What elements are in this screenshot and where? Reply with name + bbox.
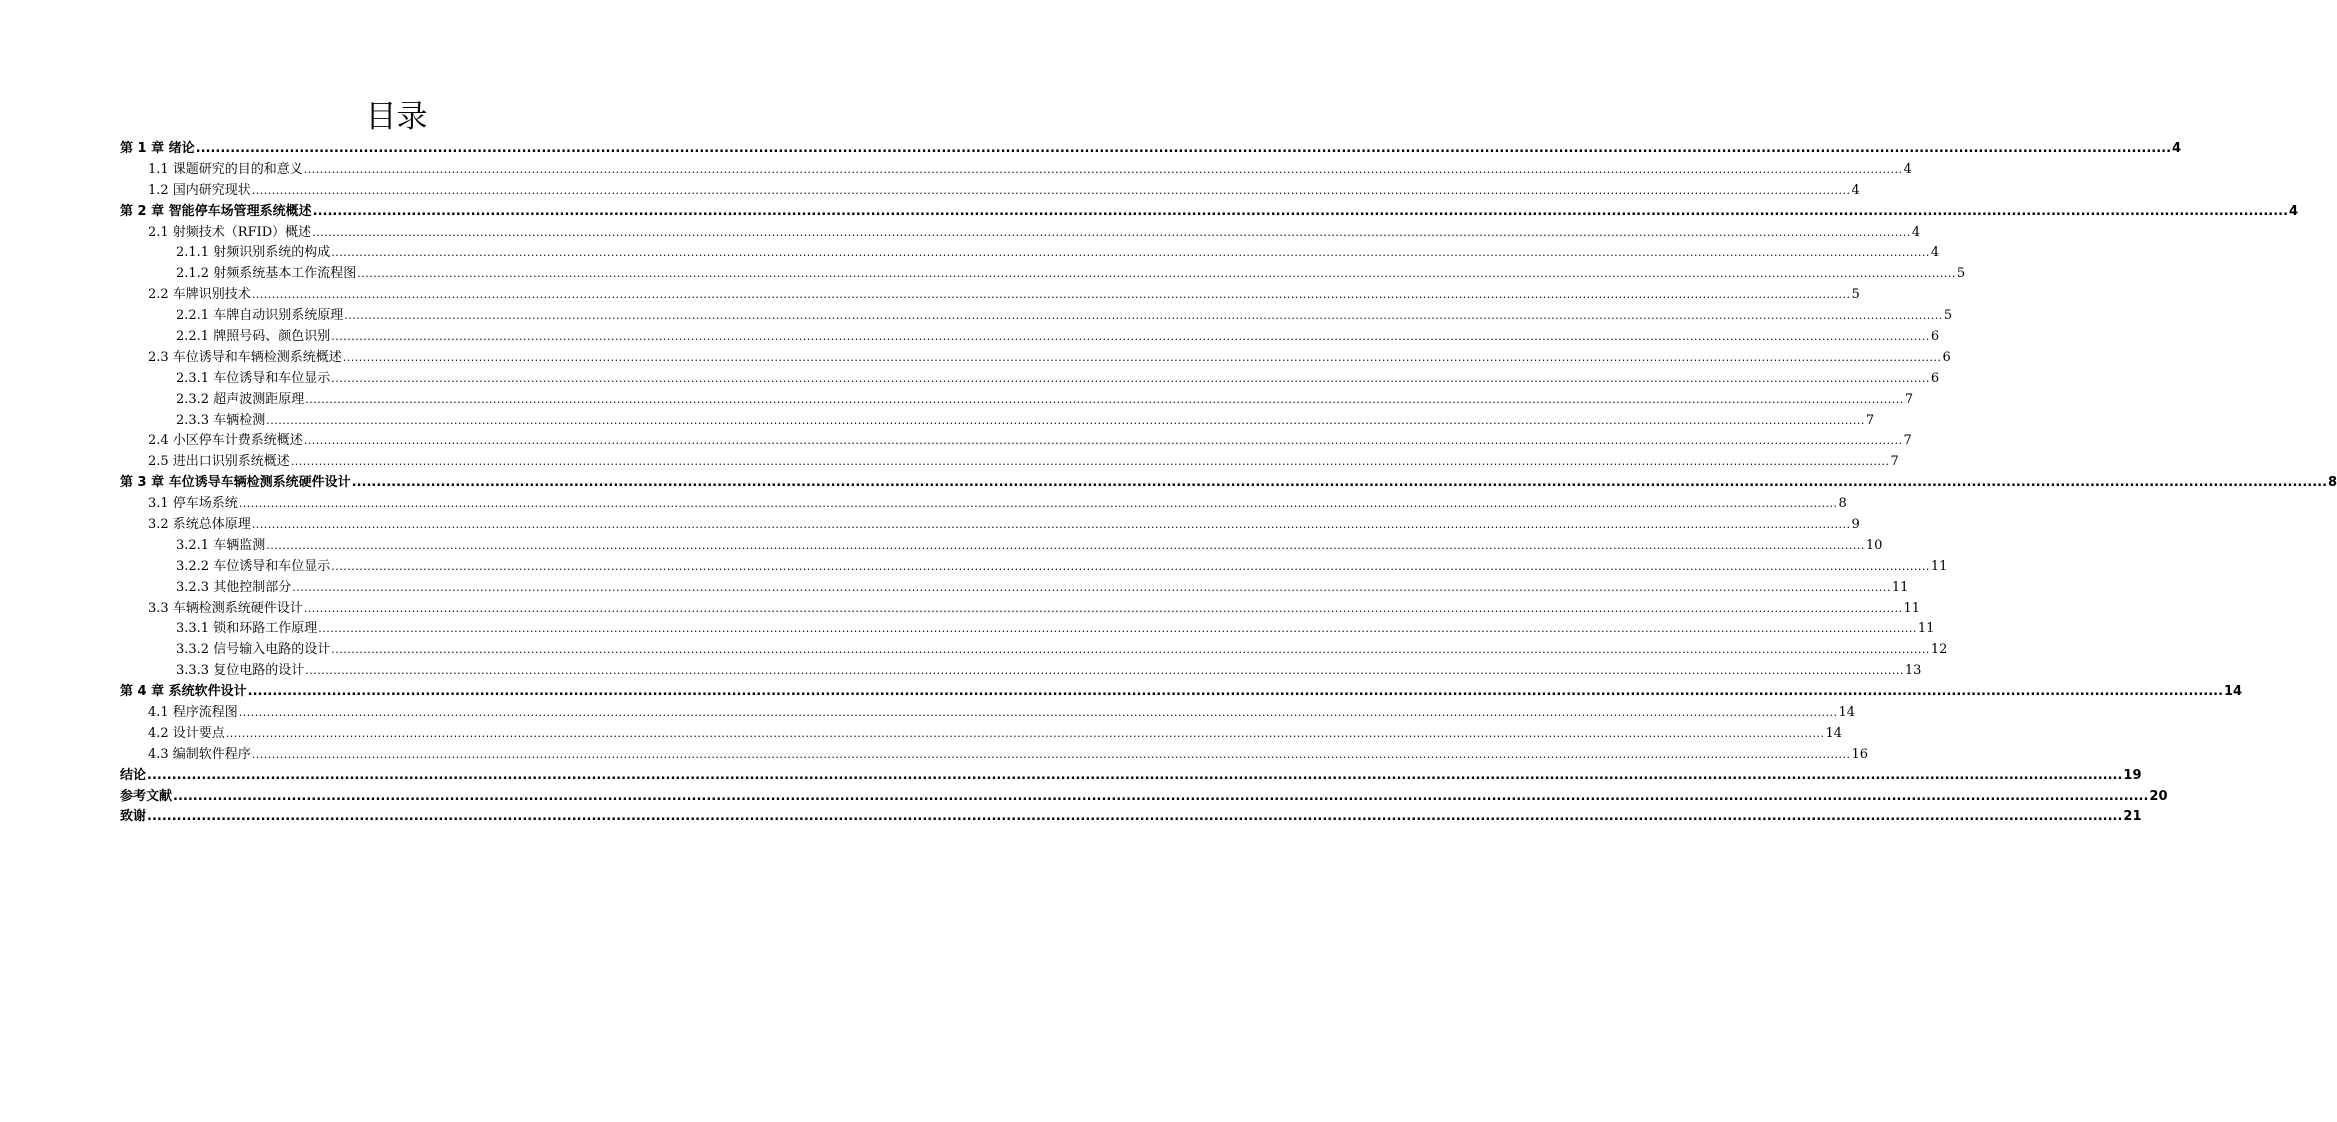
toc-entry-text: 2.1.2 射频系统基本工作流程图 bbox=[176, 266, 357, 282]
toc-leader-dots: ................................................................................................................................................................................................................................................................................................................................................................................................................ bbox=[312, 203, 2289, 219]
toc-entry-text: 1.1 课题研究的目的和意义 bbox=[148, 161, 303, 177]
toc-entry-text: 3.3 车辆检测系统硬件设计 bbox=[148, 600, 303, 616]
toc-entry-text: 2.1.1 射频识别系统的构成 bbox=[176, 245, 331, 261]
toc-entry bbox=[120, 202, 2299, 223]
toc-entry-page: 13 bbox=[1904, 663, 1922, 679]
toc-entry bbox=[120, 766, 2142, 787]
toc-entry-text: 3.2.2 车位诱导和车位显示 bbox=[176, 558, 331, 574]
toc-entry bbox=[120, 181, 1860, 202]
toc-entry bbox=[120, 536, 1883, 557]
toc-entry bbox=[120, 682, 2243, 703]
toc-entry-page: 6 bbox=[1942, 349, 1951, 365]
toc-entry-page: 9 bbox=[1851, 517, 1860, 533]
toc-leader-dots: ................................................................................................................................................................................................................................................................................................................................................................................................................ bbox=[238, 706, 1838, 720]
toc-entry-page: 19 bbox=[2123, 767, 2142, 783]
toc-entry-page: 8 bbox=[1838, 496, 1847, 512]
toc-entry bbox=[120, 724, 1842, 745]
toc-leader-dots: ................................................................................................................................................................................................................................................................................................................................................................................................................ bbox=[303, 162, 1903, 176]
toc-entry-text: 第 1 章 绪论 bbox=[120, 140, 195, 156]
toc-entry-text: 3.2.3 其他控制部分 bbox=[176, 579, 292, 595]
toc-entry-page: 11 bbox=[1930, 558, 1948, 574]
toc-leader-dots: ................................................................................................................................................................................................................................................................................................................................................................................................................ bbox=[251, 518, 1851, 532]
toc-entry bbox=[120, 557, 1948, 578]
toc-entry-page: 4 bbox=[1903, 161, 1912, 177]
toc-entry-page: 4 bbox=[2172, 140, 2182, 156]
toc-entry-text: 第 4 章 系统软件设计 bbox=[120, 684, 247, 700]
toc-leader-dots: ................................................................................................................................................................................................................................................................................................................................................................................................................ bbox=[331, 330, 1930, 343]
toc-entry bbox=[120, 160, 1912, 181]
toc-entry-text: 致谢 bbox=[120, 809, 147, 825]
toc-entry-page: 8 bbox=[2328, 475, 2337, 491]
toc-entry-page: 16 bbox=[1851, 746, 1868, 762]
toc-entry-text: 2.3.1 车位诱导和车位显示 bbox=[176, 370, 331, 386]
toc-entry-text: 2.3.3 车辆检测 bbox=[176, 412, 266, 428]
toc-entry-page: 5 bbox=[1956, 266, 1966, 282]
toc-entry bbox=[120, 578, 1909, 599]
toc-entry-page: 14 bbox=[2224, 684, 2243, 700]
toc-entry bbox=[120, 808, 2142, 829]
toc-entry-page: 14 bbox=[1825, 725, 1842, 741]
toc-entry bbox=[120, 285, 1860, 306]
toc-entry bbox=[120, 703, 1855, 724]
toc-entry-page: 11 bbox=[1917, 621, 1935, 637]
toc-entry bbox=[120, 599, 1920, 620]
toc-entry bbox=[120, 243, 1940, 264]
toc-entry-page: 4 bbox=[2289, 203, 2299, 219]
toc-entry-text: 2.2 车牌识别技术 bbox=[148, 287, 251, 303]
toc-entry-page: 5 bbox=[1851, 287, 1860, 303]
toc-entry bbox=[120, 494, 1847, 515]
toc-leader-dots: ................................................................................................................................................................................................................................................................................................................................................................................................................ bbox=[303, 434, 1903, 448]
toc-entry bbox=[120, 473, 2337, 494]
toc-entry bbox=[120, 515, 1860, 536]
toc-entry-text: 4.3 编制软件程序 bbox=[148, 746, 251, 762]
toc-leader-dots: ................................................................................................................................................................................................................................................................................................................................................................................................................ bbox=[173, 788, 2149, 804]
toc-entry-text: 结论 bbox=[120, 767, 147, 783]
toc-entry bbox=[120, 619, 1935, 640]
toc-entry-text: 4.2 设计要点 bbox=[148, 725, 225, 741]
toc-leader-dots: ................................................................................................................................................................................................................................................................................................................................................................................................................ bbox=[251, 747, 1851, 761]
toc-leader-dots: ................................................................................................................................................................................................................................................................................................................................................................................................................ bbox=[292, 580, 1891, 594]
toc-leader-dots: ................................................................................................................................................................................................................................................................................................................................................................................................................ bbox=[303, 601, 1903, 615]
table-of-contents bbox=[120, 139, 2337, 828]
toc-entry-page: 21 bbox=[2123, 809, 2142, 825]
toc-entry bbox=[120, 661, 1922, 682]
toc-entry bbox=[120, 348, 1951, 369]
toc-entry-text: 1.2 国内研究现状 bbox=[148, 182, 251, 198]
toc-entry-page: 5 bbox=[1943, 308, 1953, 324]
toc-entry bbox=[120, 411, 1875, 432]
toc-entry-page: 7 bbox=[1903, 433, 1912, 449]
toc-leader-dots: ................................................................................................................................................................................................................................................................................................................................................................................................................ bbox=[331, 643, 1930, 657]
toc-entry bbox=[120, 431, 1912, 452]
toc-entry bbox=[120, 139, 2182, 160]
toc-leader-dots: ................................................................................................................................................................................................................................................................................................................................................................................................................ bbox=[305, 664, 1904, 678]
toc-leader-dots: ................................................................................................................................................................................................................................................................................................................................................................................................................ bbox=[357, 267, 1956, 281]
toc-entry-text: 3.1 停车场系统 bbox=[148, 496, 238, 512]
toc-entry-page: 7 bbox=[1904, 391, 1914, 407]
toc-entry-text: 2.4 小区停车计费系统概述 bbox=[148, 433, 303, 449]
toc-entry-page: 11 bbox=[1903, 600, 1920, 616]
toc-entry bbox=[120, 264, 1966, 285]
toc-leader-dots: ................................................................................................................................................................................................................................................................................................................................................................................................................ bbox=[351, 475, 2328, 491]
toc-leader-dots: ................................................................................................................................................................................................................................................................................................................................................................................................................ bbox=[312, 225, 1911, 239]
toc-entry-page: 20 bbox=[2149, 788, 2168, 804]
toc-entry-page: 4 bbox=[1930, 245, 1940, 261]
toc-entry bbox=[120, 452, 1899, 473]
toc-entry-text: 第 2 章 智能停车场管理系统概述 bbox=[120, 203, 312, 219]
toc-leader-dots: ................................................................................................................................................................................................................................................................................................................................................................................................................ bbox=[266, 413, 1865, 427]
toc-entry bbox=[120, 745, 1868, 766]
toc-entry-text: 3.2 系统总体原理 bbox=[148, 517, 251, 533]
toc-leader-dots: ................................................................................................................................................................................................................................................................................................................................................................................................................ bbox=[147, 767, 2123, 783]
toc-entry-page: 4 bbox=[1851, 182, 1860, 198]
toc-entry-text: 2.2.1 牌照号码、颜色识别 bbox=[176, 329, 331, 344]
toc-entry-text: 3.3.1 锁和环路工作原理 bbox=[176, 621, 318, 637]
toc-entry-page: 10 bbox=[1865, 537, 1883, 553]
toc-leader-dots: ................................................................................................................................................................................................................................................................................................................................................................................................................ bbox=[305, 392, 1904, 406]
toc-entry-text: 3.2.1 车辆监测 bbox=[176, 537, 266, 553]
toc-entry-text: 3.3.3 复位电路的设计 bbox=[176, 663, 305, 679]
toc-leader-dots: ................................................................................................................................................................................................................................................................................................................................................................................................................ bbox=[331, 371, 1930, 385]
toc-entry-page: 12 bbox=[1930, 642, 1948, 658]
toc-entry-page: 11 bbox=[1891, 579, 1909, 595]
toc-leader-dots: ................................................................................................................................................................................................................................................................................................................................................................................................................ bbox=[318, 622, 1917, 636]
toc-entry bbox=[120, 640, 1948, 661]
toc-leader-dots: ................................................................................................................................................................................................................................................................................................................................................................................................................ bbox=[247, 684, 2224, 700]
toc-entry bbox=[120, 390, 1914, 411]
toc-entry-page: 6 bbox=[1930, 370, 1940, 386]
toc-entry-page: 4 bbox=[1911, 224, 1921, 240]
toc-leader-dots: ................................................................................................................................................................................................................................................................................................................................................................................................................ bbox=[266, 538, 1865, 552]
toc-entry-text: 3.3.2 信号输入电路的设计 bbox=[176, 642, 331, 658]
toc-leader-dots: ................................................................................................................................................................................................................................................................................................................................................................................................................ bbox=[331, 559, 1930, 573]
toc-entry-text: 2.5 进出口识别系统概述 bbox=[148, 454, 290, 470]
toc-entry bbox=[120, 327, 1940, 348]
toc-leader-dots: ................................................................................................................................................................................................................................................................................................................................................................................................................ bbox=[147, 809, 2123, 825]
toc-title: 目录 bbox=[365, 99, 428, 135]
toc-entry-text: 第 3 章 车位诱导车辆检测系统硬件设计 bbox=[120, 475, 351, 491]
toc-leader-dots: ................................................................................................................................................................................................................................................................................................................................................................................................................ bbox=[342, 350, 1942, 364]
toc-entry-page: 6 bbox=[1930, 329, 1940, 344]
toc-entry bbox=[120, 223, 1921, 244]
toc-entry bbox=[120, 306, 1953, 327]
toc-entry-page: 7 bbox=[1890, 454, 1899, 470]
toc-entry-text: 2.3.2 超声波测距原理 bbox=[176, 391, 305, 407]
toc-leader-dots: ................................................................................................................................................................................................................................................................................................................................................................................................................ bbox=[225, 726, 1825, 740]
toc-leader-dots: ................................................................................................................................................................................................................................................................................................................................................................................................................ bbox=[290, 455, 1890, 469]
toc-entry-text: 2.2.1 车牌自动识别系统原理 bbox=[176, 308, 344, 324]
toc-entry bbox=[120, 787, 2168, 808]
toc-entry-text: 2.1 射频技术（RFID）概述 bbox=[148, 224, 312, 240]
toc-entry-text: 2.3 车位诱导和车辆检测系统概述 bbox=[148, 349, 342, 365]
toc-entry bbox=[120, 369, 1940, 390]
toc-leader-dots: ................................................................................................................................................................................................................................................................................................................................................................................................................ bbox=[238, 497, 1838, 511]
toc-leader-dots: ................................................................................................................................................................................................................................................................................................................................................................................................................ bbox=[251, 183, 1851, 197]
toc-entry-text: 4.1 程序流程图 bbox=[148, 705, 238, 721]
toc-entry-page: 7 bbox=[1865, 412, 1875, 428]
toc-leader-dots: ................................................................................................................................................................................................................................................................................................................................................................................................................ bbox=[331, 246, 1930, 260]
toc-leader-dots: ................................................................................................................................................................................................................................................................................................................................................................................................................ bbox=[195, 140, 2172, 156]
toc-leader-dots: ................................................................................................................................................................................................................................................................................................................................................................................................................ bbox=[251, 288, 1851, 302]
toc-entry-text: 参考文献 bbox=[120, 788, 173, 804]
toc-leader-dots: ................................................................................................................................................................................................................................................................................................................................................................................................................ bbox=[344, 309, 1943, 323]
toc-entry-page: 14 bbox=[1838, 705, 1855, 721]
